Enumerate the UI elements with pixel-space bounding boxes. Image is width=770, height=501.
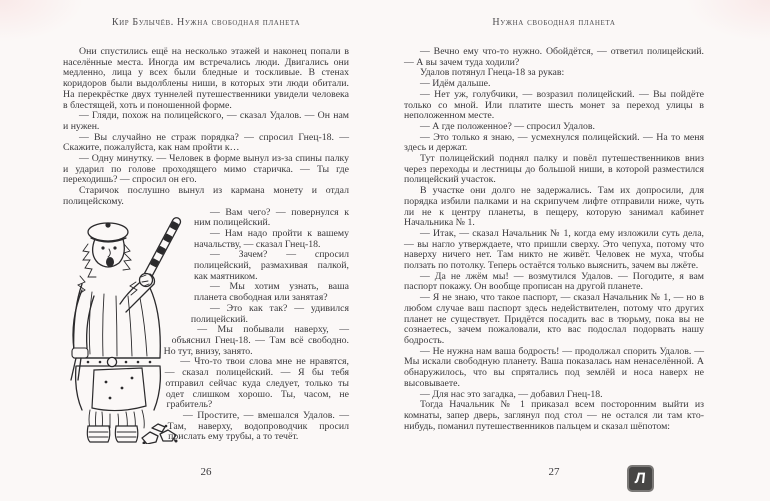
- paragraph: — Нет уж, голубчики, — возразил полицейский. — Вы пойдёте только со мной. Или платите шесть монет за переход улицы в неположенном месте.: [404, 88, 704, 122]
- paragraph: — Идём дальше.: [420, 78, 491, 90]
- left-page-text: [63, 47, 349, 443]
- labirint-logo-letter: Л: [634, 470, 647, 487]
- paragraph: — Простите, — вмешался Удалов. — Там, наверху, водопроводчик просил прислать ему трубы, а то течёт.: [167, 409, 349, 443]
- paragraph: — Что-то твои слова мне не нравятся, — сказал полицейский. — Я бы тебя отправил сейчас куда следует, только ты одет слишком хорошо. Ты, часом, не грабитель?: [164, 356, 349, 411]
- paragraph: В участке они долго не задержались. Там их допросили, для порядка избили палками и на скрипучем лифте отправили ниже, чуть ли не к центру планеты, в пещеру, которую занимал кабинет Начальника № 1.: [404, 185, 704, 229]
- paragraph: — Вам чего? — повернулся к ним полицейский.: [194, 206, 349, 229]
- paragraph: — Это только я знаю, — усмехнулся полицейский. — На то меня здесь и держат.: [404, 131, 704, 154]
- paragraph: — Гляди, похож на полицейского, — сказал Удалов. — Он нам и нужен.: [63, 110, 349, 132]
- paragraph: — Это как так? — удивился полицейский.: [190, 302, 349, 325]
- paragraph: Они спустились ещё на несколько этажей и наконец попали в населённые места. Иногда им встречались люди. Двигались они медленно, лица у всех были бледные и тоскливые. В стенах коридоров были выдолблены ниши, в которых эти люди обитали. На перекрёстке двух туннелей путешественники увидели человека в блестящей, хоть и поношенной форме.: [63, 46, 349, 111]
- running-head-right: Нужна свободная планета: [492, 17, 616, 28]
- paragraph: — Одну минутку. — Человек в форме вынул из-за спины палку и ударил по голове проходящего мимо старичка. — Ты где переходишь? — спросил он его.: [63, 153, 349, 186]
- page-number-left: 26: [200, 466, 212, 478]
- paragraph: Тут полицейский поднял палку и повёл путешественников вниз через переходы и лестницы до большой ниши, в которой разместился полицейский участок.: [404, 153, 704, 186]
- paragraph: Тогда Начальник № 1 приказал всем посторонним выйти из комнаты, запер дверь, заглянул под стол — не остался ли там кто-нибудь, поманил путешественников пальцем и сказал шёпотом:: [404, 399, 704, 432]
- right-page: [404, 17, 704, 432]
- left-page: [63, 17, 349, 444]
- right-page-text: [404, 47, 704, 432]
- paragraph: Удалов потянул Гнеца-18 за рукав:: [420, 67, 565, 79]
- running-head-left: Кир Булычёв. Нужна свободная планета: [111, 17, 301, 28]
- paragraph: — Вечно ему что-то нужно. Обойдётся, — ответил полицейский. — А вы зачем туда ходили?: [404, 46, 704, 68]
- page-number-right: 27: [548, 466, 560, 478]
- paragraph: — Итак, — сказал Начальник № 1, когда ему изложили суть дела, — вы нагло утверждаете, что пришли сверху. Это чепуха, потому что наверху ничего нет. Там никто не живёт. Человек не муха, чтобы ползать по потолку. Теперь остаётся только выяснить, зачем вы лжёте.: [404, 227, 704, 272]
- paragraph: — Да не лжём мы! — возмутился Удалов. — Погодите, я вам паспорт покажу. Он вообще прописан на другой планете.: [404, 270, 704, 293]
- paragraph: — Для нас это загадка, — добавил Гнец-18.: [420, 388, 603, 400]
- paragraph: — Вы случайно не страж порядка? — спросил Гнец-18. — Скажите, пожалуйста, как нам пройти к…: [63, 131, 349, 154]
- paragraph: — Нам надо пройти к вашему начальству, — сказал Гнец-18.: [194, 227, 349, 250]
- paragraph: — Мы побывали наверху, — объяснил Гнец-18. — Там всё свободно. Но тут, внизу, занято.: [163, 324, 349, 357]
- paragraph: — А где положенное? — спросил Удалов.: [420, 120, 595, 132]
- paragraph: — Зачем? — спросил полицейский, размахивая палкой, как маятником.: [194, 249, 349, 282]
- paragraph: — Я не знаю, что такое паспорт, — сказал Начальник № 1, — но в любом случае ваш паспорт здесь недействителен, потому что других планет не существует. Придётся посадить вас в тюрьму, пока вы не сознаетесь, зачем пожаловали, кто вас подослал подорвать нашу бодрость.: [404, 292, 704, 346]
- paragraph: Старичок послушно вынул из кармана монету и отдал полицейскому.: [63, 185, 349, 207]
- paragraph: — Не нужна нам ваша бодрость! — продолжал спорить Удалов. — Мы искали свободную планету. Ваша показалась нам ненаселённой. А обнаружилось, что вы спрятались под землёй и носа наверх не высовываете.: [404, 345, 704, 389]
- paragraph: — Мы хотим узнать, ваша планета свободная или занятая?: [194, 281, 349, 304]
- labirint-logo: [627, 465, 654, 492]
